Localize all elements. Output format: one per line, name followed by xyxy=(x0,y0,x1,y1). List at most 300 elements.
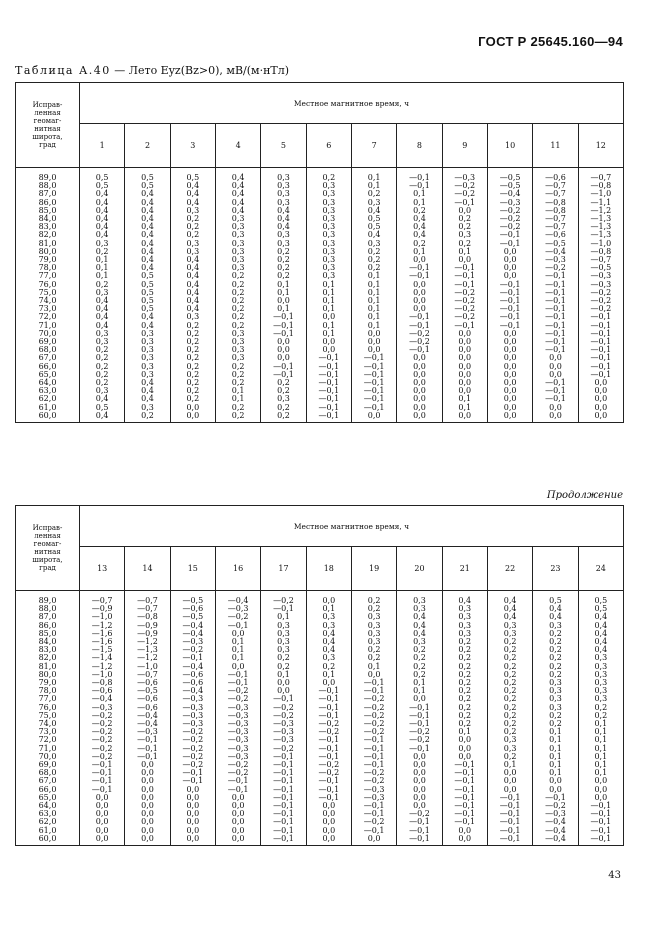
value-cell: —0,2 xyxy=(487,223,532,231)
value-cell: 0,4 xyxy=(170,281,215,289)
value-cell: —0,5 xyxy=(125,687,170,695)
value-cell: 0,2 xyxy=(442,663,487,671)
value-cell: —0,7 xyxy=(533,215,578,223)
value-cell: 0,3 xyxy=(306,215,351,223)
value-cell: —0,1 xyxy=(442,794,487,802)
value-cell: 0,2 xyxy=(306,168,351,183)
value-cell: —0,6 xyxy=(170,671,215,679)
hour-header: 23 xyxy=(533,547,578,591)
value-cell: 0,3 xyxy=(442,231,487,239)
value-cell: 0,4 xyxy=(125,215,170,223)
value-cell: —0,8 xyxy=(80,679,125,687)
value-cell: 0,4 xyxy=(80,223,125,231)
value-cell: 0,0 xyxy=(306,818,351,826)
value-cell: —0,1 xyxy=(578,363,623,371)
value-cell: 0,0 xyxy=(487,256,532,264)
value-cell: 0,4 xyxy=(487,605,532,613)
value-cell: —0,1 xyxy=(442,818,487,826)
value-cell: —0,2 xyxy=(306,720,351,728)
hour-header: 8 xyxy=(397,124,442,168)
latitude-cell: 73,0 xyxy=(16,728,80,736)
latitude-cell: 69,0 xyxy=(16,761,80,769)
value-cell: —0,1 xyxy=(170,777,215,785)
value-cell: —0,1 xyxy=(578,810,623,818)
value-cell: —0,2 xyxy=(306,728,351,736)
value-cell: 0,4 xyxy=(170,256,215,264)
value-cell: —0,1 xyxy=(533,346,578,354)
value-cell: —0,2 xyxy=(351,712,396,720)
value-cell: 0,3 xyxy=(261,168,306,183)
value-cell: —0,1 xyxy=(578,313,623,321)
value-cell: 0,2 xyxy=(261,663,306,671)
value-cell: 0,1 xyxy=(215,654,260,662)
value-cell: —0,2 xyxy=(80,736,125,744)
value-cell: 0,2 xyxy=(442,720,487,728)
value-cell: —0,1 xyxy=(351,736,396,744)
value-cell: 0,0 xyxy=(170,810,215,818)
value-cell: 0,4 xyxy=(442,591,487,606)
value-cell: 0,2 xyxy=(215,297,260,305)
value-cell: 0,4 xyxy=(306,646,351,654)
value-cell: —0,2 xyxy=(261,712,306,720)
value-cell: 0,4 xyxy=(125,387,170,395)
value-cell: 0,1 xyxy=(306,322,351,330)
value-cell: 0,4 xyxy=(80,322,125,330)
value-cell: —0,2 xyxy=(442,297,487,305)
value-cell: 0,2 xyxy=(397,663,442,671)
value-cell: 0,1 xyxy=(442,728,487,736)
value-cell: —0,3 xyxy=(578,272,623,280)
value-cell: 0,3 xyxy=(306,240,351,248)
hour-header: 16 xyxy=(215,547,260,591)
value-cell: —0,2 xyxy=(80,728,125,736)
value-cell: 0,0 xyxy=(487,777,532,785)
value-cell: 0,2 xyxy=(215,272,260,280)
value-cell: —1,2 xyxy=(578,207,623,215)
value-cell: —0,3 xyxy=(170,720,215,728)
value-cell: 0,2 xyxy=(487,671,532,679)
latitude-cell: 82,0 xyxy=(16,654,80,662)
latitude-cell: 67,0 xyxy=(16,354,80,362)
value-cell: 0,2 xyxy=(170,215,215,223)
value-cell: —0,2 xyxy=(80,712,125,720)
value-cell: —0,1 xyxy=(533,272,578,280)
value-cell: 0,3 xyxy=(533,704,578,712)
value-cell: 0,0 xyxy=(215,810,260,818)
value-cell: —0,3 xyxy=(215,704,260,712)
value-cell: 0,0 xyxy=(397,412,442,423)
value-cell: 0,4 xyxy=(170,199,215,207)
value-cell: 0,2 xyxy=(533,663,578,671)
value-cell: 0,2 xyxy=(215,363,260,371)
value-cell: 0,5 xyxy=(170,168,215,183)
value-cell: —0,1 xyxy=(215,786,260,794)
hour-header: 14 xyxy=(125,547,170,591)
value-cell: —0,1 xyxy=(306,704,351,712)
value-cell: —0,1 xyxy=(261,605,306,613)
value-cell: —0,3 xyxy=(578,281,623,289)
value-cell: 0,0 xyxy=(578,404,623,412)
value-cell: 0,0 xyxy=(487,330,532,338)
latitude-cell: 60,0 xyxy=(16,835,80,846)
value-cell: 0,1 xyxy=(533,736,578,744)
value-cell: —0,1 xyxy=(487,322,532,330)
value-cell: 0,0 xyxy=(442,207,487,215)
value-cell: 0,5 xyxy=(125,305,170,313)
value-cell: 0,2 xyxy=(487,646,532,654)
value-cell: 0,5 xyxy=(80,182,125,190)
value-cell: —0,6 xyxy=(80,687,125,695)
value-cell: 0,4 xyxy=(125,199,170,207)
value-cell: 0,2 xyxy=(533,646,578,654)
value-cell: —0,3 xyxy=(487,199,532,207)
value-cell: 0,2 xyxy=(487,720,532,728)
value-cell: 0,4 xyxy=(215,199,260,207)
value-cell: 0,0 xyxy=(170,404,215,412)
document-code: ГОСТ Р 25645.160—94 xyxy=(478,34,623,49)
value-cell: 0,2 xyxy=(170,354,215,362)
value-cell: 0,2 xyxy=(442,223,487,231)
value-cell: 0,0 xyxy=(578,786,623,794)
value-cell: 0,1 xyxy=(351,168,396,183)
value-cell: 0,3 xyxy=(80,387,125,395)
value-cell: 0,2 xyxy=(442,687,487,695)
value-cell: 0,1 xyxy=(215,638,260,646)
value-cell: 0,2 xyxy=(487,679,532,687)
value-cell: —0,1 xyxy=(261,786,306,794)
value-cell: —0,1 xyxy=(533,379,578,387)
value-cell: 0,4 xyxy=(578,638,623,646)
value-cell: 0,1 xyxy=(533,769,578,777)
value-cell: 0,2 xyxy=(487,663,532,671)
latitude-cell: 84,0 xyxy=(16,638,80,646)
hour-header: 6 xyxy=(306,124,351,168)
value-cell: 0,0 xyxy=(125,802,170,810)
value-cell: 0,0 xyxy=(487,786,532,794)
hour-header: 5 xyxy=(261,124,306,168)
value-cell: 0,1 xyxy=(261,289,306,297)
value-cell: —0,1 xyxy=(442,777,487,785)
value-cell: —0,1 xyxy=(533,305,578,313)
value-cell: —0,2 xyxy=(351,720,396,728)
value-cell: 0,1 xyxy=(397,248,442,256)
value-cell: 0,3 xyxy=(261,240,306,248)
value-cell: —0,1 xyxy=(533,330,578,338)
value-cell: 0,2 xyxy=(80,371,125,379)
latitude-column-header: Исправ- ленная геомаг- нитная широта, град xyxy=(16,83,80,168)
value-cell: —0,1 xyxy=(351,827,396,835)
value-cell: 0,3 xyxy=(487,630,532,638)
value-cell: —0,1 xyxy=(397,745,442,753)
value-cell: 0,0 xyxy=(261,338,306,346)
value-cell: —0,1 xyxy=(306,777,351,785)
value-cell: 0,5 xyxy=(578,605,623,613)
value-cell: 0,2 xyxy=(442,679,487,687)
value-cell: 0,0 xyxy=(170,794,215,802)
value-cell: 0,3 xyxy=(351,622,396,630)
value-cell: 0,3 xyxy=(215,215,260,223)
value-cell: 0,0 xyxy=(125,769,170,777)
value-cell: 0,0 xyxy=(487,338,532,346)
value-cell: 0,4 xyxy=(487,591,532,606)
value-cell: 0,1 xyxy=(351,272,396,280)
value-cell: —0,1 xyxy=(306,379,351,387)
value-cell: —0,1 xyxy=(306,387,351,395)
value-cell: 0,0 xyxy=(397,305,442,313)
value-cell: 0,1 xyxy=(351,182,396,190)
value-cell: 0,3 xyxy=(351,240,396,248)
value-cell: 0,0 xyxy=(397,297,442,305)
value-cell: —0,1 xyxy=(306,745,351,753)
value-cell: —0,3 xyxy=(215,605,260,613)
value-cell: —1,6 xyxy=(80,638,125,646)
value-cell: 0,3 xyxy=(125,354,170,362)
value-cell: —0,1 xyxy=(351,404,396,412)
value-cell: 0,4 xyxy=(578,630,623,638)
value-cell: 0,0 xyxy=(125,777,170,785)
value-cell: 0,1 xyxy=(442,248,487,256)
value-cell: 0,2 xyxy=(487,687,532,695)
value-cell: —0,3 xyxy=(215,753,260,761)
latitude-cell: 67,0 xyxy=(16,777,80,785)
value-cell: 0,3 xyxy=(125,338,170,346)
value-cell: —0,2 xyxy=(215,613,260,621)
value-cell: —0,2 xyxy=(261,745,306,753)
value-cell: 0,2 xyxy=(351,646,396,654)
value-cell: —1,5 xyxy=(80,646,125,654)
value-cell: 0,2 xyxy=(578,712,623,720)
value-cell: 0,1 xyxy=(215,395,260,403)
value-cell: —0,4 xyxy=(533,248,578,256)
latitude-cell: 87,0 xyxy=(16,613,80,621)
latitude-cell: 88,0 xyxy=(16,182,80,190)
value-cell: 0,3 xyxy=(215,354,260,362)
value-cell: —0,1 xyxy=(487,827,532,835)
value-cell: 0,0 xyxy=(487,346,532,354)
value-cell: —0,1 xyxy=(351,761,396,769)
value-cell: —0,3 xyxy=(215,712,260,720)
value-cell: —0,2 xyxy=(397,330,442,338)
value-cell: 0,0 xyxy=(80,827,125,835)
value-cell: 0,2 xyxy=(80,248,125,256)
value-cell: 0,3 xyxy=(578,687,623,695)
value-cell: 0,2 xyxy=(351,654,396,662)
value-cell: 0,3 xyxy=(397,605,442,613)
value-cell: 0,2 xyxy=(215,322,260,330)
value-cell: 0,3 xyxy=(306,248,351,256)
value-cell: 0,3 xyxy=(80,330,125,338)
value-cell: 0,4 xyxy=(578,613,623,621)
value-cell: 0,0 xyxy=(442,346,487,354)
value-cell: —0,2 xyxy=(487,207,532,215)
value-cell: 0,3 xyxy=(533,695,578,703)
value-cell: 0,4 xyxy=(80,199,125,207)
value-cell: 0,3 xyxy=(261,622,306,630)
value-cell: 0,1 xyxy=(487,761,532,769)
latitude-cell: 86,0 xyxy=(16,199,80,207)
value-cell: 0,2 xyxy=(261,248,306,256)
value-cell: 0,4 xyxy=(125,207,170,215)
value-cell: —0,1 xyxy=(487,305,532,313)
value-cell: —0,2 xyxy=(306,761,351,769)
value-cell: —0,4 xyxy=(170,687,215,695)
latitude-cell: 84,0 xyxy=(16,215,80,223)
value-cell: 0,5 xyxy=(80,168,125,183)
latitude-cell: 88,0 xyxy=(16,605,80,613)
value-cell: —0,1 xyxy=(261,761,306,769)
value-cell: 0,5 xyxy=(125,272,170,280)
value-cell: 0,3 xyxy=(215,330,260,338)
value-cell: 0,0 xyxy=(170,412,215,423)
value-cell: —0,9 xyxy=(80,605,125,613)
latitude-cell: 82,0 xyxy=(16,231,80,239)
value-cell: 0,3 xyxy=(397,638,442,646)
value-cell: —0,7 xyxy=(125,671,170,679)
value-cell: 0,2 xyxy=(170,387,215,395)
value-cell: —0,1 xyxy=(261,769,306,777)
value-cell: 0,0 xyxy=(170,786,215,794)
value-cell: 0,1 xyxy=(215,646,260,654)
value-cell: —0,6 xyxy=(533,231,578,239)
value-cell: 0,4 xyxy=(170,297,215,305)
value-cell: —1,3 xyxy=(578,223,623,231)
value-cell: 0,3 xyxy=(125,346,170,354)
value-cell: —0,5 xyxy=(170,591,215,606)
value-cell: —0,1 xyxy=(533,297,578,305)
value-cell: 0,2 xyxy=(170,330,215,338)
value-cell: 0,0 xyxy=(80,835,125,846)
value-cell: —0,1 xyxy=(487,818,532,826)
value-cell: 0,4 xyxy=(397,215,442,223)
value-cell: —1,3 xyxy=(578,215,623,223)
value-cell: 0,2 xyxy=(261,387,306,395)
value-cell: 0,0 xyxy=(215,835,260,846)
value-cell: 0,3 xyxy=(170,207,215,215)
value-cell: —0,1 xyxy=(351,802,396,810)
value-cell: 0,5 xyxy=(125,289,170,297)
hour-header-row xyxy=(16,547,624,591)
value-cell: 0,2 xyxy=(215,371,260,379)
value-cell: 0,3 xyxy=(306,613,351,621)
value-cell: 0,0 xyxy=(397,395,442,403)
value-cell: —0,4 xyxy=(125,712,170,720)
table-row xyxy=(16,168,624,183)
value-cell: 0,4 xyxy=(80,313,125,321)
value-cell: 0,3 xyxy=(215,264,260,272)
table-row xyxy=(16,591,624,606)
value-cell: —0,1 xyxy=(306,412,351,423)
value-cell: —0,1 xyxy=(442,199,487,207)
value-cell: —0,3 xyxy=(215,720,260,728)
value-cell: 0,2 xyxy=(487,695,532,703)
latitude-cell: 79,0 xyxy=(16,679,80,687)
value-cell: 0,0 xyxy=(487,395,532,403)
value-cell: 0,1 xyxy=(578,753,623,761)
value-cell: 0,2 xyxy=(170,223,215,231)
latitude-cell: 81,0 xyxy=(16,240,80,248)
value-cell: —0,2 xyxy=(80,720,125,728)
value-cell: 0,3 xyxy=(306,223,351,231)
value-cell: 0,0 xyxy=(442,412,487,423)
value-cell: —0,3 xyxy=(170,704,215,712)
value-cell: 0,3 xyxy=(578,654,623,662)
latitude-cell: 69,0 xyxy=(16,338,80,346)
value-cell: —0,1 xyxy=(397,313,442,321)
value-cell: 0,2 xyxy=(533,720,578,728)
value-cell: 0,3 xyxy=(306,272,351,280)
value-cell: 0,5 xyxy=(533,591,578,606)
value-cell: —0,1 xyxy=(397,346,442,354)
value-cell: —0,1 xyxy=(397,272,442,280)
value-cell: 0,1 xyxy=(442,404,487,412)
value-cell: 0,3 xyxy=(215,338,260,346)
value-cell: 0,4 xyxy=(215,168,260,183)
value-cell: —0,2 xyxy=(80,745,125,753)
value-cell: —0,1 xyxy=(397,835,442,846)
value-cell: —0,3 xyxy=(442,168,487,183)
value-cell: 0,4 xyxy=(170,272,215,280)
value-cell: 0,3 xyxy=(261,231,306,239)
value-cell: —0,7 xyxy=(578,168,623,183)
value-cell: 0,1 xyxy=(397,199,442,207)
value-cell: 0,3 xyxy=(442,605,487,613)
value-cell: 0,5 xyxy=(351,215,396,223)
value-cell: —0,3 xyxy=(261,736,306,744)
value-cell: 0,2 xyxy=(215,379,260,387)
value-cell: —0,1 xyxy=(261,827,306,835)
value-cell: —0,1 xyxy=(578,338,623,346)
value-cell: 0,1 xyxy=(351,663,396,671)
value-cell: —0,1 xyxy=(80,777,125,785)
hour-header: 22 xyxy=(487,547,532,591)
value-cell: 0,2 xyxy=(533,671,578,679)
value-cell: —0,1 xyxy=(487,835,532,846)
value-cell: 0,3 xyxy=(125,371,170,379)
time-header: Местное магнитное время, ч xyxy=(80,506,624,547)
value-cell: 0,3 xyxy=(215,240,260,248)
value-cell: 0,4 xyxy=(397,613,442,621)
value-cell: —0,3 xyxy=(170,638,215,646)
value-cell: 0,0 xyxy=(351,330,396,338)
value-cell: —0,7 xyxy=(125,605,170,613)
value-cell: —0,1 xyxy=(487,281,532,289)
value-cell: 0,0 xyxy=(215,827,260,835)
value-cell: 0,3 xyxy=(261,199,306,207)
value-cell: —0,1 xyxy=(533,338,578,346)
value-cell: 0,0 xyxy=(306,338,351,346)
value-cell: 0,0 xyxy=(397,379,442,387)
value-cell: 0,1 xyxy=(397,687,442,695)
value-cell: —1,1 xyxy=(578,199,623,207)
value-cell: 0,3 xyxy=(306,207,351,215)
value-cell: 0,0 xyxy=(533,777,578,785)
value-cell: —0,7 xyxy=(80,591,125,606)
value-cell: 0,2 xyxy=(397,654,442,662)
latitude-cell: 62,0 xyxy=(16,818,80,826)
value-cell: 0,0 xyxy=(578,794,623,802)
value-cell: 0,3 xyxy=(125,404,170,412)
latitude-column-header: Исправ- ленная геомаг- нитная широта, град xyxy=(16,506,80,591)
value-cell: 0,3 xyxy=(125,330,170,338)
hour-header: 11 xyxy=(533,124,578,168)
value-cell: —0,8 xyxy=(578,248,623,256)
value-cell: —0,6 xyxy=(170,605,215,613)
value-cell: —0,2 xyxy=(80,753,125,761)
value-cell: —0,1 xyxy=(261,695,306,703)
value-cell: 0,0 xyxy=(533,412,578,423)
value-cell: 0,4 xyxy=(170,190,215,198)
value-cell: —0,1 xyxy=(80,769,125,777)
